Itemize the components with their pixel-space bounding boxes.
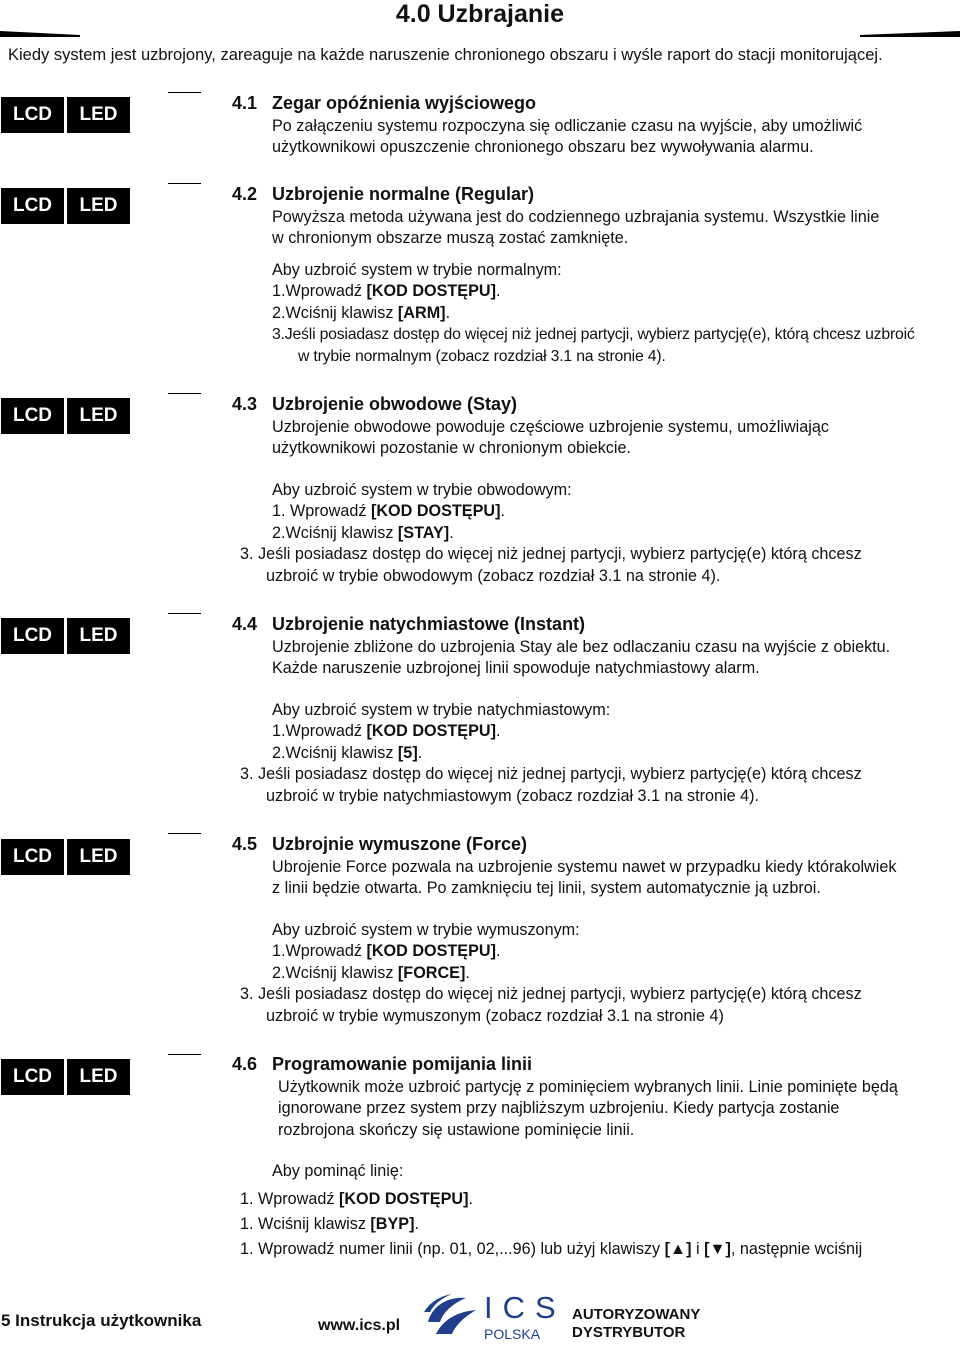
- step-3: 3.Jeśli posiadasz dostęp do więcej niż jednej partycji, wybierz partycję(e), którą chcesz uzbroić w trybie normalnym (zobacz rozdział 3.1 na stronie 4).: [272, 326, 915, 365]
- lcd-label: LCD: [1, 618, 64, 654]
- led-label: LED: [67, 398, 130, 434]
- lcd-label: LCD: [1, 839, 64, 875]
- section-heading: 4.1 Zegar opóźnienia wyjściowego: [232, 93, 537, 113]
- lcd-label: LCD: [1, 188, 64, 224]
- lcd-label: LCD: [1, 398, 64, 434]
- lcd-led-badge: [1, 97, 130, 133]
- step-3: 3. Jeśli posiadasz dostęp do więcej niż jednej partycji, wybierz partycję(e) którą chcesz uzbroić w trybie natychmiastowym (zobacz rozdział 3.1 na stronie 4).: [240, 765, 862, 805]
- section-heading: 4.3 Uzbrojenie obwodowe (Stay): [232, 394, 518, 414]
- led-label: LED: [67, 97, 130, 133]
- lcd-label: LCD: [1, 97, 64, 133]
- header-rule-left: [0, 30, 80, 37]
- section-4-4: 4.4 Uzbrojenie natychmiastowe (Instant) Uzbrojenie zbliżone do uzbrojenia Stay ale bez odlaczaniu czasu na wyjście z obiektu. Każde naruszenie uzbrojonej linii spowoduje natychmiastowy alarm. Aby uzbroić system w trybie natychmiastowym: 1.Wprowadź [KOD DOSTĘPU]. 2.Wciśnij klawisz [5]. 3. Jeśli posiadasz dostęp do więcej niż jednej partycji, wybierz partycję(e) którą chcesz uzbroić w trybie natychmiastowym (zobacz rozdział 3.1 na stronie 4).: [232, 614, 957, 807]
- lcd-led-badge: [1, 618, 130, 654]
- section-heading: 4.4 Uzbrojenie natychmiastowe (Instant): [232, 614, 586, 634]
- lcd-led-badge: [1, 1059, 130, 1095]
- section-4-2: 4.2 Uzbrojenie normalne (Regular) Powyższa metoda używana jest do codziennego uzbrajania systemu. Wszystkie linie w chronionym obszarze muszą zostać zamknięte. Aby uzbroić system w trybie normalnym: 1.Wprowadź [KOD DOSTĘPU]. 2.Wciśnij klawisz [ARM]. 3.Jeśli posiadasz dostęp do więcej niż jednej partycji, wybierz partycję(e), którą chcesz uzbroić w trybie normalnym (zobacz rozdział 3.1 na stronie 4).: [232, 184, 957, 367]
- section-rule: [168, 393, 201, 394]
- step-2: 1. Wciśnij klawisz [BYP].: [240, 1214, 419, 1233]
- step-1: 1.Wprowadź [KOD DOSTĘPU].: [272, 942, 501, 960]
- lcd-led-badge: [1, 398, 130, 434]
- section-heading: 4.6 Programowanie pomijania linii: [232, 1054, 533, 1074]
- page-label: 5 Instrukcja użytkownika: [1, 1311, 202, 1330]
- section-heading: 4.5 Uzbrojnie wymuszone (Force): [232, 834, 528, 854]
- section-rule: [168, 92, 201, 93]
- led-label: LED: [67, 1059, 130, 1095]
- arrow-up-key: [▲]: [664, 1239, 692, 1258]
- step-3: 3. Jeśli posiadasz dostęp do więcej niż jednej partycji, wybierz partycję(e) którą chcesz uzbroić w trybie wymuszonym (zobacz rozdział 3.1 na stronie 4): [240, 985, 862, 1025]
- section-4-1: 4.1 Zegar opóźnienia wyjściowego Po załączeniu systemu rozpoczyna się odliczanie czasu na wyjście, aby umożliwić użytkownikowi opuszczenie chronionego obszaru bez wywoływania alarmu.: [232, 93, 957, 159]
- step-3: 3. Jeśli posiadasz dostęp do więcej niż jednej partycji, wybierz partycję(e) którą chcesz uzbroić w trybie obwodowym (zobacz rozdział 3.1 na stronie 4).: [240, 545, 862, 585]
- step-2: 2.Wciśnij klawisz [STAY].: [272, 523, 454, 542]
- arrow-down-key: [▼]: [704, 1239, 731, 1258]
- logo-subtext: POLSKA: [484, 1326, 541, 1342]
- website-url[interactable]: www.ics.pl: [318, 1317, 401, 1334]
- distributor-line-2: DYSTRYBUTOR: [572, 1324, 686, 1341]
- ics-logo-icon: [422, 1292, 480, 1340]
- step-2: 2.Wciśnij klawisz [ARM].: [272, 303, 451, 322]
- lcd-label: LCD: [1, 1059, 64, 1095]
- section-4-6: 4.6 Programowanie pomijania linii Użytkownik może uzbroić partycję z pominięciem wybranych linii. Linie pominięte będą ignorowane przez system przy najbliższym uzbrojeniu. Kiedy partycja zostanie rozbrojona skończy się ustawione pominięcie linii. Aby pominąć linię: 1. Wprowadź [KOD DOSTĘPU]. 1. Wciśnij klawisz [BYP]. 1. Wprowadź numer linii (np. 01, 02,...96) lub użyj klawiszy [▲] i [▼], następnie wciśnij: [232, 1054, 957, 1262]
- led-label: LED: [67, 839, 130, 875]
- distributor-line-1: AUTORYZOWANY: [572, 1306, 701, 1323]
- section-heading: 4.2 Uzbrojenie normalne (Regular): [232, 184, 535, 204]
- step-3: 1. Wprowadź numer linii (np. 01, 02,...96) lub użyj klawiszy [▲] i [▼], następnie wciśnij: [240, 1239, 863, 1258]
- intro-text: Kiedy system jest uzbrojony, zareaguje na każde naruszenie chronionego obszaru i wyśle raport do stacji monitorującej.: [8, 46, 883, 64]
- section-rule: [168, 613, 201, 614]
- section-4-3: 4.3 Uzbrojenie obwodowe (Stay) Uzbrojenie obwodowe powoduje częściowe uzbrojenie systemu, umożliwiając użytkownikowi pozostanie w chronionym obiekcie. Aby uzbroić system w trybie obwodowym: 1. Wprowadź [KOD DOSTĘPU]. 2.Wciśnij klawisz [STAY]. 3. Jeśli posiadasz dostęp do więcej niż jednej partycji, wybierz partycję(e) którą chcesz uzbroić w trybie obwodowym (zobacz rozdział 3.1 na stronie 4).: [232, 394, 957, 587]
- led-label: LED: [67, 618, 130, 654]
- lcd-led-badge: [1, 839, 130, 875]
- step-1: 1. Wprowadź [KOD DOSTĘPU].: [272, 502, 505, 520]
- led-label: LED: [67, 188, 130, 224]
- lcd-led-badge: [1, 188, 130, 224]
- section-rule: [168, 183, 201, 184]
- step-2: 2.Wciśnij klawisz [5].: [272, 743, 423, 762]
- page-title: 4.0 Uzbrajanie: [395, 0, 564, 28]
- logo-text: ICS: [484, 1290, 566, 1325]
- step-2: 2.Wciśnij klawisz [FORCE].: [272, 963, 470, 982]
- section-4-5: 4.5 Uzbrojnie wymuszone (Force) Ubrojenie Force pozwala na uzbrojenie systemu nawet w przypadku kiedy którakolwiek z linii będzie otwarta. Po zamknięciu tej linii, system automatycznie ją uzbroi. Aby uzbroić system w trybie wymuszonym: 1.Wprowadź [KOD DOSTĘPU]. 2.Wciśnij klawisz [FORCE]. 3. Jeśli posiadasz dostęp do więcej niż jednej partycji, wybierz partycję(e) którą chcesz uzbroić w trybie wymuszonym (zobacz rozdział 3.1 na stronie 4): [232, 834, 957, 1027]
- step-1: 1.Wprowadź [KOD DOSTĘPU].: [272, 282, 501, 300]
- header-rule-right: [860, 30, 960, 37]
- step-1: 1.Wprowadź [KOD DOSTĘPU].: [272, 722, 501, 740]
- step-1: 1. Wprowadź [KOD DOSTĘPU].: [240, 1189, 473, 1208]
- section-rule: [168, 1054, 201, 1055]
- section-rule: [168, 833, 201, 834]
